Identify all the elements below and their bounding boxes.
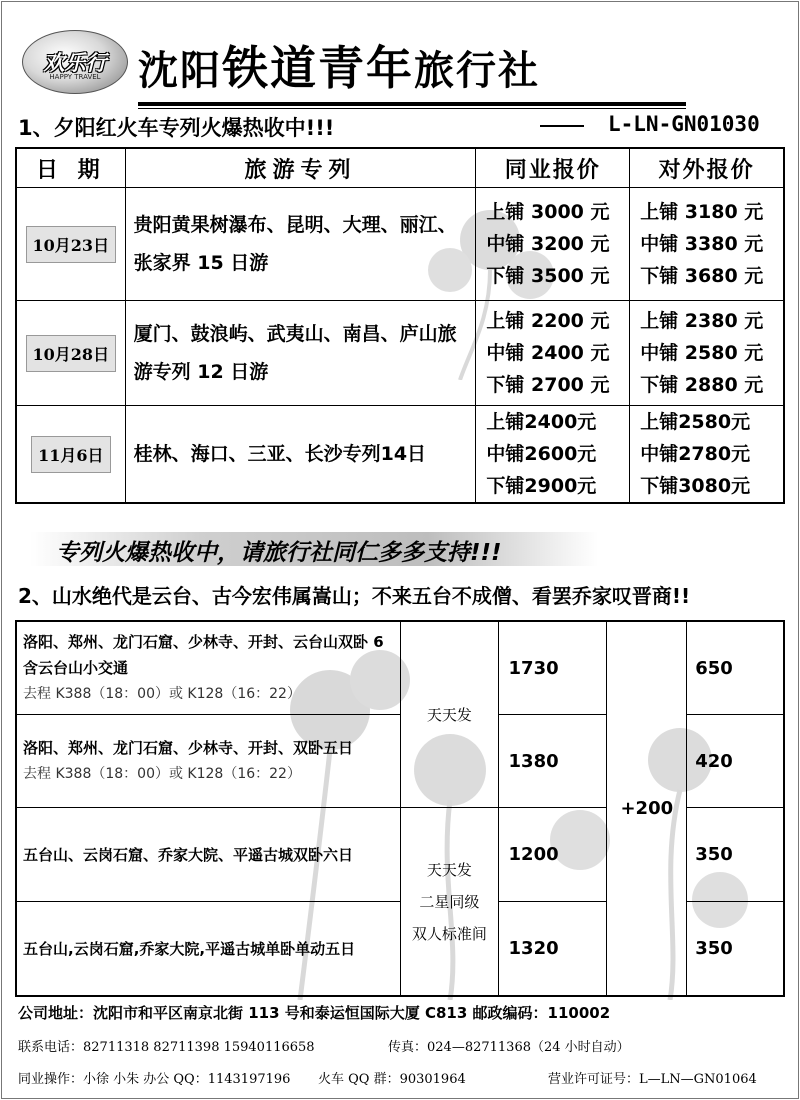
peer-price: 1730 — [498, 621, 607, 715]
row-date: 10月23日 — [26, 226, 117, 263]
price-lower: 下铺 3500 元 — [486, 265, 610, 287]
external-price: 350 — [687, 902, 784, 997]
peer-price: 1320 — [498, 902, 607, 997]
price-upper: 上铺2400元 — [486, 411, 597, 433]
route-line: 五台山,云岗石窟,乔家大院,平遥古城单卧单动五日 — [23, 939, 356, 958]
price-lower: 下铺3080元 — [640, 475, 751, 497]
route-line: 洛阳、郑州、龙门石窟、少林寺、开封、云台山双卧 6 — [23, 633, 384, 651]
price-middle: 中铺 3200 元 — [486, 233, 610, 255]
price-middle: 中铺 2400 元 — [486, 342, 610, 364]
package-route — [16, 715, 401, 808]
title-part-b: 铁道青年 — [222, 41, 414, 95]
col-external-price: 对外报价 — [630, 148, 784, 188]
departure-line: 天天发 — [426, 860, 472, 879]
title-underline — [138, 102, 686, 106]
business-license: 营业许可证号：L—LN—GN01064 — [548, 1072, 757, 1087]
company-title — [138, 30, 678, 95]
contact-fax: 传真：024—82711368（24 小时自动） — [388, 1040, 630, 1055]
col-date: 日 期 — [16, 148, 125, 188]
logo-text: 欢乐行 — [43, 51, 107, 75]
row-peer-prices — [476, 188, 630, 301]
table-row — [16, 621, 784, 715]
row-external-prices — [630, 406, 784, 504]
train-info: 去程 K388（18：00）或 K128（16：22） — [23, 766, 301, 782]
external-price: 420 — [687, 715, 784, 808]
license-code: L-LN-GN01030 — [608, 112, 760, 136]
tour-package-table — [15, 620, 785, 997]
section1-dash — [540, 125, 584, 127]
price-upper: 上铺 2200 元 — [486, 310, 610, 332]
surcharge: +200 — [607, 621, 687, 996]
company-logo — [22, 30, 128, 94]
title-part-c: 旅行社 — [414, 48, 540, 94]
row-peer-prices — [476, 301, 630, 406]
logo-subtext: HAPPY TRAVEL — [49, 73, 101, 81]
departure-line: 二星同级 — [419, 892, 480, 911]
company-address: 公司地址：沈阳市和平区南京北街 113 号和泰运恒国际大厦 C813 邮政编码：110002 — [18, 1004, 611, 1022]
departure-line: 双人标准间 — [411, 924, 487, 943]
title-underline-thin — [138, 108, 686, 109]
row-route: 厦门、鼓浪屿、武夷山、南昌、庐山旅游专列 12 日游 — [125, 301, 476, 406]
row-peer-prices — [476, 406, 630, 504]
col-route: 旅游专列 — [125, 148, 476, 188]
row-external-prices — [630, 301, 784, 406]
route-line: 含云台山小交通 — [23, 659, 129, 677]
package-route — [16, 621, 401, 715]
qq-group: 火车 QQ 群：90301964 — [318, 1072, 466, 1087]
table-row — [16, 406, 784, 504]
section1-heading: 1、夕阳红火车专列火爆热收中!!! — [18, 116, 335, 140]
departure-daily: 天天发 — [401, 621, 498, 808]
price-upper: 上铺 3000 元 — [486, 201, 610, 223]
price-middle: 中铺 2580 元 — [640, 342, 764, 364]
price-lower: 下铺 3680 元 — [640, 265, 764, 287]
route-line: 五台山、云岗石窟、乔家大院、平遥古城双卧六日 — [23, 845, 354, 864]
price-upper: 上铺2580元 — [640, 411, 751, 433]
section2-heading: 2、山水绝代是云台、古今宏伟属嵩山；不来五台不成僧、看罢乔家叹晋商!! — [18, 584, 691, 608]
external-price: 650 — [687, 621, 784, 715]
departure-info — [401, 808, 498, 997]
price-lower: 下铺 2700 元 — [486, 374, 610, 396]
staff-info: 同业操作：小徐 小朱 办公 QQ：1143197196 — [18, 1072, 291, 1087]
price-middle: 中铺 3380 元 — [640, 233, 764, 255]
package-route — [16, 808, 401, 902]
price-upper: 上铺 2380 元 — [640, 310, 764, 332]
promo-banner-text: 专列火爆热收中，请旅行社同仁多多支持!!! — [56, 540, 502, 566]
row-date: 11月6日 — [31, 436, 110, 473]
peer-price: 1200 — [498, 808, 607, 902]
price-lower: 下铺2900元 — [486, 475, 597, 497]
price-middle: 中铺2780元 — [640, 443, 751, 465]
table-row — [16, 301, 784, 406]
train-info: 去程 K388（18：00）或 K128（16：22） — [23, 686, 301, 702]
package-route — [16, 902, 401, 997]
price-middle: 中铺2600元 — [486, 443, 597, 465]
row-date: 10月28日 — [26, 335, 117, 372]
peer-price: 1380 — [498, 715, 607, 808]
col-peer-price: 同业报价 — [476, 148, 630, 188]
external-price: 350 — [687, 808, 784, 902]
contact-phone: 联系电话：82711318 82711398 15940116658 — [18, 1040, 315, 1055]
table-row — [16, 188, 784, 301]
price-lower: 下铺 2880 元 — [640, 374, 764, 396]
table-header-row — [16, 148, 784, 188]
row-route: 贵阳黄果树瀑布、昆明、大理、丽江、张家界 15 日游 — [125, 188, 476, 301]
title-part-a: 沈阳 — [138, 48, 222, 94]
price-upper: 上铺 3180 元 — [640, 201, 764, 223]
row-route: 桂林、海口、三亚、长沙专列14日 — [125, 406, 476, 504]
row-external-prices — [630, 188, 784, 301]
route-line: 洛阳、郑州、龙门石窟、少林寺、开封、双卧五日 — [23, 739, 354, 757]
train-tour-table — [15, 147, 785, 504]
